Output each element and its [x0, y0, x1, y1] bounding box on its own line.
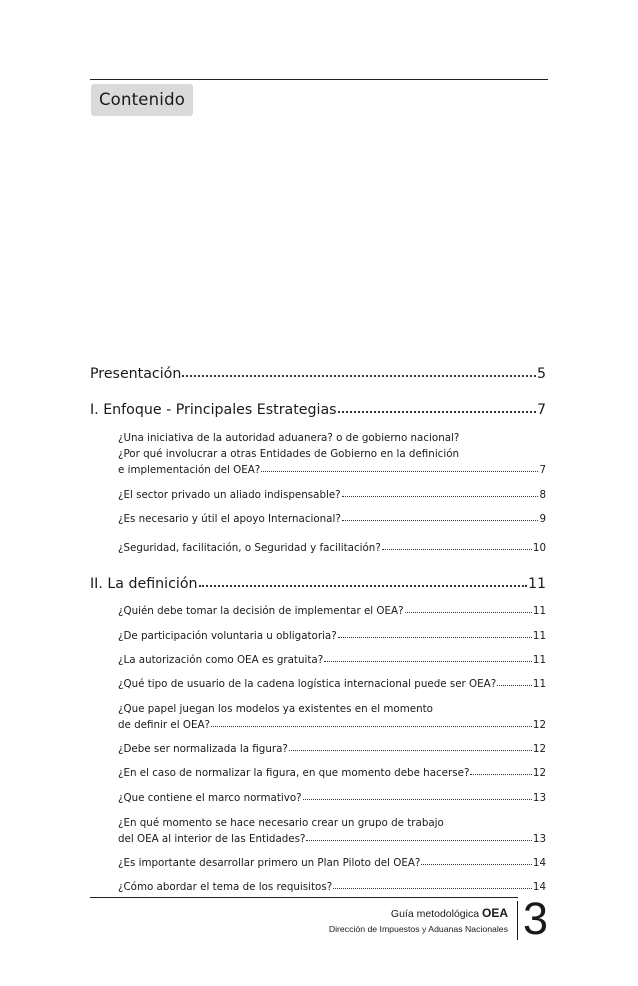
toc-subentry[interactable]: [118, 792, 546, 804]
dot-leader: [182, 375, 536, 377]
dot-leader: [338, 637, 532, 638]
page-number: 3: [523, 893, 549, 944]
toc-subentry-label: ¿Quién debe tomar la decisión de implementar el OEA?: [118, 605, 404, 617]
footer-divider: [517, 901, 518, 940]
toc-subentry-label: ¿Es importante desarrollar primero un Plan Piloto del OEA?: [118, 857, 421, 869]
toc-subentry[interactable]: [118, 857, 546, 869]
dot-leader: [421, 864, 532, 865]
toc-page-number: 11: [532, 678, 546, 690]
toc-subentry[interactable]: [118, 630, 546, 642]
toc-subentry-label: ¿De participación voluntaria u obligatoria?: [118, 630, 337, 642]
dot-leader: [306, 840, 531, 841]
guide-title-text: Guía metodológica: [390, 908, 480, 920]
toc-subentry-label: de definir el OEA?: [118, 719, 210, 731]
dot-leader: [497, 685, 532, 686]
toc-page-number: 9: [539, 513, 546, 525]
toc-subentry-label: ¿Que contiene el marco normativo?: [118, 792, 302, 804]
toc-subentry[interactable]: [118, 719, 546, 731]
toc-page-number: 7: [539, 464, 546, 476]
toc-subentry-label: ¿Seguridad, facilitación, o Seguridad y facilitación?: [118, 542, 381, 554]
dot-leader: [261, 471, 538, 472]
footer-organization: Dirección de Impuestos y Aduanas Nacionales: [328, 924, 508, 934]
dot-leader: [342, 496, 539, 497]
dot-leader: [303, 799, 532, 800]
toc-subentry[interactable]: [118, 542, 546, 554]
footer-guide-title: [391, 906, 508, 920]
toc-entry-presentacion[interactable]: [90, 366, 546, 382]
toc-subentry[interactable]: [118, 513, 546, 525]
toc-page-number: 11: [532, 605, 546, 617]
toc-page-number: 11: [532, 654, 546, 666]
toc-page-number: 10: [532, 542, 546, 554]
toc-entry-label: II. La definición: [90, 576, 198, 592]
toc-subentry-label: ¿Debe ser normalizada la figura?: [118, 743, 288, 755]
toc-subentry-label: ¿Es necesario y útil el apoyo Internacional?: [118, 513, 341, 525]
toc-subentry-label: ¿El sector privado un aliado indispensable?: [118, 489, 341, 501]
toc-subentry-label: ¿En el caso de normalizar la figura, en que momento debe hacerse?: [118, 767, 470, 779]
toc-subentry[interactable]: [118, 489, 546, 501]
dot-leader: [324, 661, 532, 662]
toc-page-number: 12: [532, 767, 546, 779]
toc-page-number: 13: [532, 833, 546, 845]
dot-leader: [470, 774, 531, 775]
toc-page-number: 14: [532, 857, 546, 869]
toc-subentry-text: ¿Una iniciativa de la autoridad aduanera? o de gobierno nacional?: [118, 432, 460, 444]
toc-subentry[interactable]: [118, 654, 546, 666]
toc-entry-label: I. Enfoque - Principales Estrategias: [90, 402, 337, 418]
toc-subentry-text: ¿En qué momento se hace necesario crear un grupo de trabajo: [118, 817, 444, 829]
toc-page-number: 14: [532, 881, 546, 893]
toc-subentry[interactable]: [118, 833, 546, 845]
dot-leader: [333, 888, 532, 889]
toc-page-number: 7: [536, 402, 546, 418]
header-rule: [90, 79, 548, 80]
contents-heading: Contenido: [91, 84, 193, 116]
toc-page-number: 8: [539, 489, 546, 501]
toc-subentry-label: ¿La autorización como OEA es gratuita?: [118, 654, 324, 666]
toc-page-number: 11: [532, 630, 546, 642]
toc-subentry[interactable]: [118, 767, 546, 779]
toc-entry-definicion[interactable]: [90, 576, 546, 592]
dot-leader: [199, 585, 527, 587]
toc-subentry-label: ¿Cómo abordar el tema de los requisitos?: [118, 881, 333, 893]
dot-leader: [338, 411, 536, 413]
toc-subentry[interactable]: [118, 743, 546, 755]
toc-entry-enfoque[interactable]: [90, 402, 546, 418]
dot-leader: [342, 520, 539, 521]
toc-page-number: 11: [527, 576, 546, 592]
dot-leader: [211, 726, 532, 727]
toc-subentry-label: ¿Qué tipo de usuario de la cadena logística internacional puede ser OEA?: [118, 678, 497, 690]
toc-page-number: 12: [532, 719, 546, 731]
toc-subentry-label: del OEA al interior de las Entidades?: [118, 833, 306, 845]
guide-acronym: OEA: [481, 906, 508, 920]
footer-rule: [90, 897, 518, 898]
toc-page-number: 5: [536, 366, 546, 382]
toc-subentry[interactable]: [118, 464, 546, 476]
toc-subentry-text: ¿Por qué involucrar a otras Entidades de Gobierno en la definición: [118, 448, 460, 460]
toc-subentry[interactable]: [118, 881, 546, 893]
dot-leader: [289, 750, 532, 751]
dot-leader: [405, 612, 532, 613]
toc-page-number: 12: [532, 743, 546, 755]
toc-entry-label: Presentación: [90, 366, 182, 382]
toc-subentry-text: ¿Que papel juegan los modelos ya existentes en el momento: [118, 703, 433, 715]
dot-leader: [382, 549, 532, 550]
toc-subentry-label: e implementación del OEA?: [118, 464, 261, 476]
toc-page-number: 13: [532, 792, 546, 804]
toc-subentry[interactable]: [118, 678, 546, 690]
toc-subentry[interactable]: [118, 605, 546, 617]
